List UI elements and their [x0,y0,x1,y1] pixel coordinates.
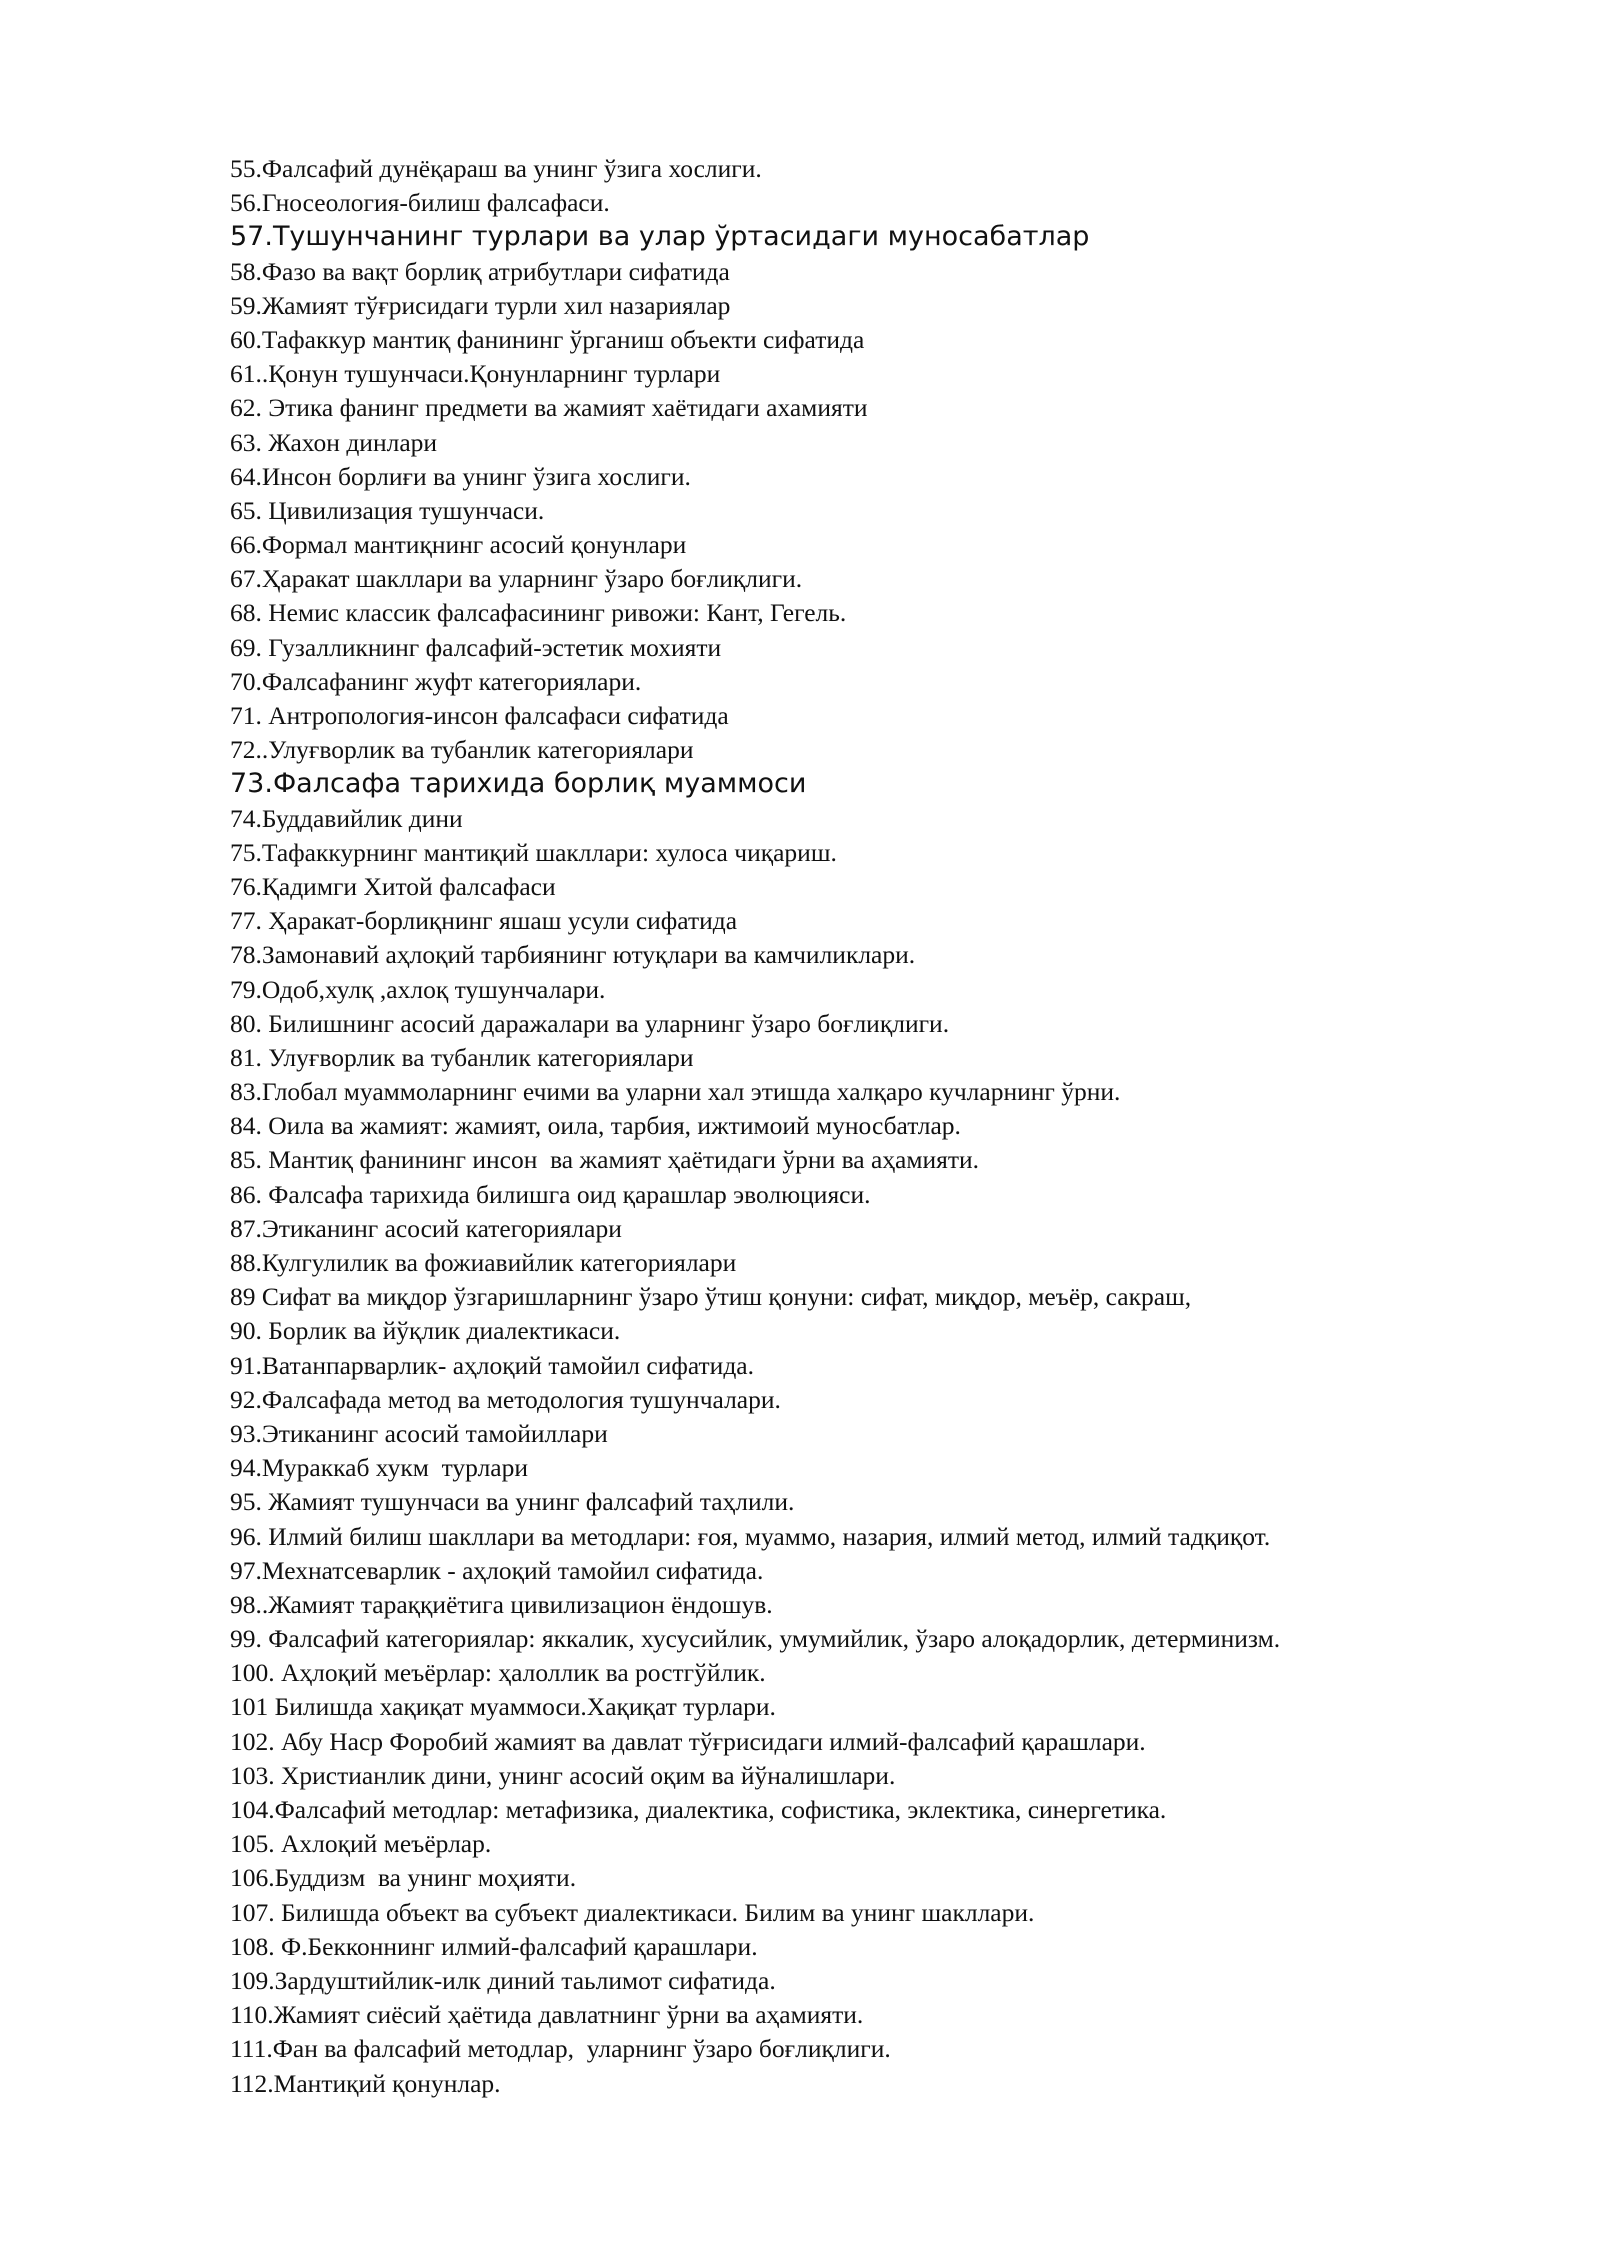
question-item: 58.Фазо ва вақт борлиқ атрибутлари сифатида [230,256,730,286]
question-item: 88.Кулгулилик ва фожиавийлик категориялари [230,1248,737,1277]
question-item: 96. Илмий билиш шакллари ва методлари: ғоя, муаммо, назария, илмий метод, илмий тадқиқот. [230,1521,1271,1551]
question-item: 74.Буддавийлик дини [230,803,463,833]
question-item: 62. Этика фанинг предмети ва жамият хаётидаги ахамияти [230,393,868,423]
question-item: 90. Борлик ва йўқлик диалектикаси. [230,1316,621,1346]
question-item: 77. Ҳаракат-борлиқнинг яшаш усули сифатида [230,906,738,936]
question-item: 63. Жахон динлари [230,427,438,457]
question-item: 86. Фалсафа тарихида билишга оид қарашлар эволюцияси. [230,1179,871,1209]
question-item: 95. Жамият тушунчаси ва унинг фалсафий таҳлили. [230,1487,795,1517]
question-item: 55.Фалсафий дунёқараш ва унинг ўзига хослиги. [230,154,762,183]
question-item: 98..Жамият тараққиётига цивилизацион ёндошув. [230,1589,773,1619]
question-item: 109.Зардуштийлик-илк диний таьлимот сифатида. [230,1965,776,1995]
question-item: 61..Қонун тушунчаси.Қонунларнинг турлари [230,359,721,389]
question-item: 64.Инсон борлиғи ва унинг ўзига хослиги. [230,461,691,491]
question-item: 102. Абу Наср Форобий жамият ва давлат тўғрисидаги илмий-фалсафий қарашлари. [230,1726,1146,1756]
question-item: 91.Ватанпарварлик- аҳлоқий тамойил сифатида. [230,1350,754,1380]
question-item: 110.Жамият сиёсий ҳаётида давлатнинг ўрни ва аҳамияти. [230,2000,864,2030]
question-item: 101 Билишда хақиқат муаммоси.Хақиқат турлари. [230,1692,776,1722]
question-item: 112.Мантиқий қонунлар. [230,2068,501,2098]
question-item: 67.Ҳаракат шакллари ва уларнинг ўзаро боғлиқлиги. [230,564,803,594]
question-item: 93.Этиканинг асосий тамойиллари [230,1418,608,1448]
question-item: 79.Одоб,хулқ ,ахлоқ тушунчалари. [230,974,606,1004]
question-item: 81. Улуғворлик ва тубанлик категориялари [230,1042,694,1072]
question-item: 69. Гузалликнинг фалсафий-эстетик мохияти [230,632,722,662]
question-item: 75.Тафаккурнинг мантиқий шакллари: хулоса чиқариш. [230,837,837,867]
question-item: 57.Тушунчанинг турлари ва улар ўртасидаги муносабатлар [230,221,1090,253]
question-item: 65. Цивилизация тушунчаси. [230,495,545,525]
question-item: 76.Қадимги Хитой фалсафаси [230,871,556,901]
question-item: 89 Сифат ва миқдор ўзгаришларнинг ўзаро ўтиш қонуни: сифат, миқдор, меъёр, сакраш, [230,1282,1192,1312]
question-item: 83.Глобал муаммоларнинг ечими ва уларни хал этишда халқаро кучларнинг ўрни. [230,1077,1121,1107]
question-item: 72..Улуғворлик ва тубанлик категориялари [230,735,694,765]
question-item: 105. Ахлоқий меъёрлар. [230,1829,492,1859]
question-item: 94.Мураккаб хукм турлари [230,1453,529,1483]
question-item: 80. Билишнинг асосий даражалари ва уларнинг ўзаро боғлиқлиги. [230,1008,950,1038]
question-item: 84. Оила ва жамият: жамият, оила, тарбия, ижтимоий муносбатлар. [230,1111,961,1141]
question-item: 104.Фалсафий методлар: метафизика, диалектика, софистика, эклектика, синергетика. [230,1795,1167,1824]
question-item: 99. Фалсафий категориялар: яккалик, хусусийлик, умумийлик, ўзаро алоқадорлик, детерминизм. [230,1624,1281,1654]
question-item: 111.Фан ва фалсафий методлар, уларнинг ўзаро боғлиқлиги. [230,2034,891,2064]
question-item: 60.Тафаккур мантиқ фанининг ўрганиш объекти сифатида [230,324,865,354]
question-item: 59.Жамият тўғрисидаги турли хил назариялар [230,290,731,320]
question-item: 78.Замонавий аҳлоқий тарбиянинг ютуқлари ва камчиликлари. [230,940,916,970]
question-list [230,152,1530,2101]
question-item: 87.Этиканинг асосий категориялари [230,1213,622,1243]
question-item: 73.Фалсафа тарихида борлиқ муаммоси [230,768,807,800]
question-item: 70.Фалсафанинг жуфт категориялари. [230,666,642,696]
question-item: 97.Мехнатсеварлик - аҳлоқий тамойил сифатида. [230,1555,764,1585]
question-item: 68. Немис классик фалсафасининг ривожи: Кант, Гегель. [230,598,847,628]
question-item: 66.Формал мантиқнинг асосий қонунлари [230,530,687,560]
question-item: 92.Фалсафада метод ва методология тушунчалари. [230,1384,781,1414]
question-item: 100. Аҳлоқий меъёрлар: ҳалоллик ва ростгўйлик. [230,1658,766,1688]
question-item: 107. Билишда объект ва субъект диалектикаси. Билим ва унинг шакллари. [230,1897,1035,1927]
question-item: 56.Гносеология-билиш фалсафаси. [230,188,610,218]
question-item: 106.Буддизм ва унинг моҳияти. [230,1863,577,1893]
question-item: 85. Мантиқ фанининг инсон ва жамият ҳаётидаги ўрни ва аҳамияти. [230,1145,980,1175]
question-item: 108. Ф.Бекконнинг илмий-фалсафий қарашлари. [230,1931,758,1961]
question-item: 103. Христианлик дини, унинг асосий оқим ва йўналишлари. [230,1760,896,1790]
question-item: 71. Антропология-инсон фалсафаси сифатида [230,701,729,730]
